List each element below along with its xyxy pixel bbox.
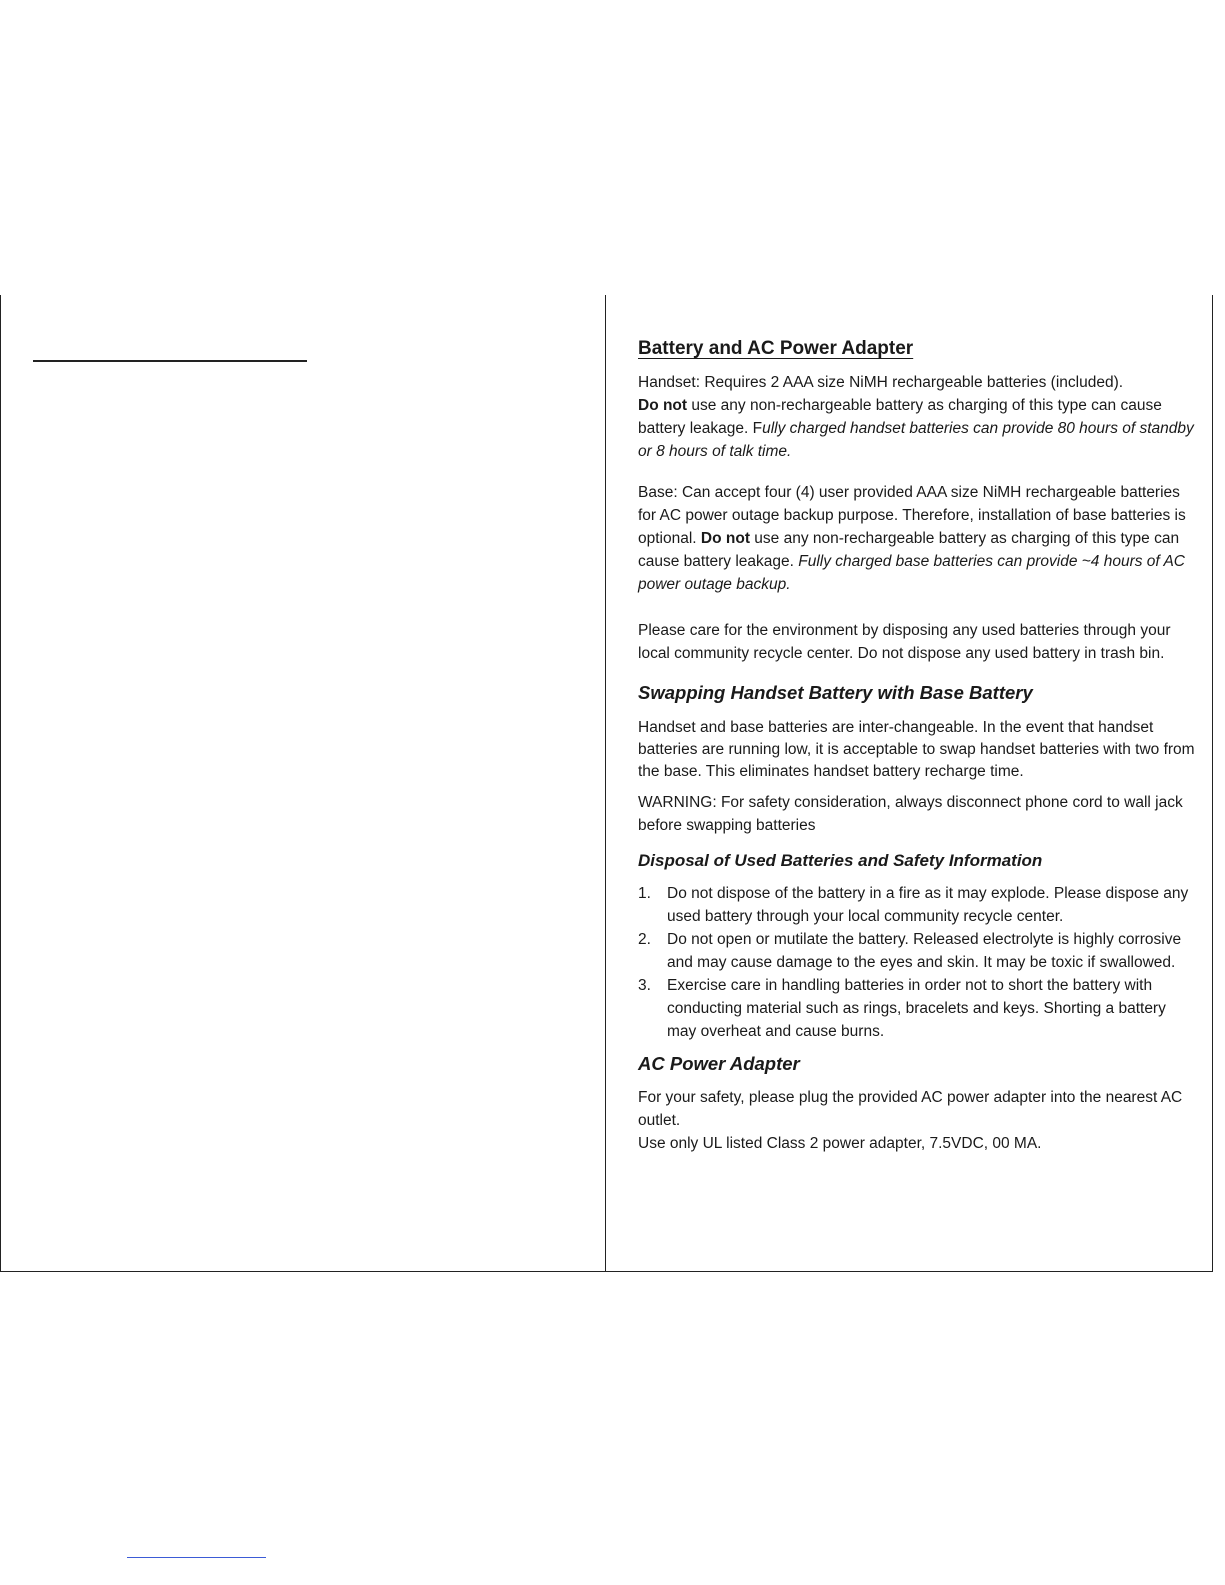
list-item	[638, 974, 1198, 1043]
handset-text: use any non-rechargeable battery as charging of this type can cause battery leakage. F	[638, 397, 1162, 437]
base-italic: Fully charged base batteries can provide ~4 hours of AC power outage backup.	[638, 553, 1185, 593]
list-item-text: Exercise care in handling batteries in order not to short the battery with conducting material such as rings, bracelets and keys. Shorting a battery may overheat and cause burns.	[667, 977, 1166, 1040]
adapter-paragraph: For your safety, please plug the provided AC power adapter into the nearest AC outlet.	[638, 1089, 1183, 1129]
warning-paragraph: WARNING: For safety consideration, always disconnect phone cord to wall jack before swapping batteries	[638, 794, 1183, 834]
right-column	[638, 336, 1198, 1155]
list-item-number: 1.	[638, 885, 651, 902]
disposal-section-title: Disposal of Used Batteries and Safety Information	[638, 851, 1043, 870]
handset-lead: Handset: Requires 2 AAA size NiMH rechargeable batteries (included).	[638, 374, 1124, 391]
swap-paragraph: Handset and base batteries are inter-changeable. In the event that handset batteries are running low, it is acceptable to swap handset batteries with two from the base. This eliminates handset battery recharge time.	[638, 719, 1195, 780]
base-do-not: Do not	[700, 530, 750, 547]
list-item-text: Do not open or mutilate the battery. Released electrolyte is highly corrosive and may cause damage to the eyes and skin. It may be toxic if swallowed.	[667, 931, 1182, 971]
adapter-section-title: AC Power Adapter	[638, 1053, 800, 1074]
list-item	[638, 882, 1198, 928]
list-item	[638, 928, 1198, 974]
adapter-spec: Use only UL listed Class 2 power adapter, 7.5VDC, 00 MA.	[638, 1135, 1042, 1152]
base-lead: Base: Can accept four (4) user provided AAA size NiMH rechargeable batteries for AC power outage backup purpose. Therefore, installation of base batteries is optional.	[638, 484, 1186, 547]
list-item-number: 3.	[638, 977, 651, 994]
handset-paragraph	[638, 371, 1198, 463]
swap-section-title: Swapping Handset Battery with Base Battery	[638, 682, 1033, 703]
column-divider	[605, 295, 606, 1272]
list-item-text: Do not dispose of the battery in a fire as it may explode. Please dispose any used battery through your local community recycle center.	[667, 885, 1189, 925]
handset-do-not: Do not	[638, 397, 688, 414]
bottom-link-underline	[127, 1557, 266, 1558]
base-paragraph	[638, 481, 1198, 596]
list-item-number: 2.	[638, 931, 651, 948]
battery-section-title: Battery and AC Power Adapter	[638, 338, 914, 359]
handset-italic: ully charged handset batteries can provide 80 hours of standby or 8 hours of talk time.	[638, 420, 1194, 460]
disposal-list	[638, 882, 1198, 1043]
base-text: use any non-rechargeable battery as charging of this type can cause battery leakage.	[638, 530, 1180, 570]
environment-paragraph: Please care for the environment by disposing any used batteries through your local community recycle center. Do not dispose any used battery in trash bin.	[638, 622, 1171, 662]
left-column-rule	[33, 360, 307, 362]
